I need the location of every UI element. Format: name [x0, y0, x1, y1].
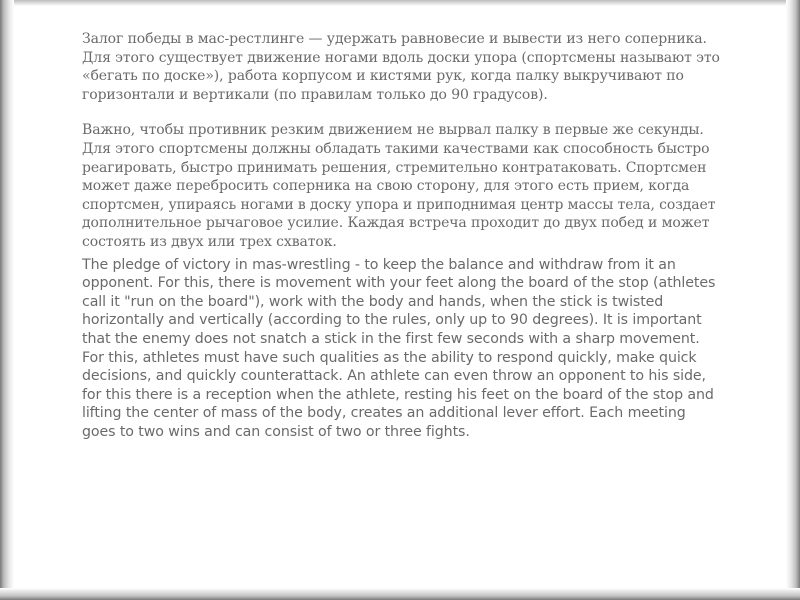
slide-frame-left [0, 0, 14, 600]
slide-frame-bottom [0, 588, 800, 600]
slide-frame-top [0, 0, 800, 6]
slide-frame-right [786, 0, 800, 600]
paragraph-russian-2: Важно, чтобы противник резким движением не вырвал палку в первые же секунды. Для этого спортсмены должны обладать такими качествами как способность быстро реагировать, быстро принимать решения, стремительно контратаковать. Спортсмен может даже перебросить соперника на свою сторону, для этого есть прием, когда спортсмен, упираясь ногами в доску упора и приподнимая центр массы тела, создает дополнительное рычаговое усилие. Каждая встреча проходит до двух побед и может состоять из двух или трех схваток. [82, 122, 716, 250]
paragraph-english: The pledge of victory in mas-wrestling - to keep the balance and withdraw from it an opponent. For this, there is movement with your feet along the board of the stop (athletes call it "run on the board"), work with the body and hands, when the stick is twisted horizontally and vertically (according to the rules, only up to 90 degrees). It is important that the enemy does not snatch a stick in the first few seconds with a sharp movement. For this, athletes must have such qualities as the ability to respond quickly, make quick decisions, and quickly counterattack. An athlete can even throw an opponent to his side, for this there is a reception when the athlete, resting his feet on the board of the stop and lifting the center of mass of the body, creates an additional lever effort. Each meeting goes to two wins and can consist of two or three fights. [82, 256, 716, 440]
slide-content [82, 30, 722, 441]
paragraph-russian-1: Залог победы в мас-рестлинге — удержать равновесие и вывести из него соперника. Для этого существует движение ногами вдоль доски упора (спортсмены называют это «бегать по доске»), работа корпусом и кистями рук, когда палку выкручивают по горизонтали и вертикали (по правилам только до 90 градусов). [82, 31, 720, 103]
